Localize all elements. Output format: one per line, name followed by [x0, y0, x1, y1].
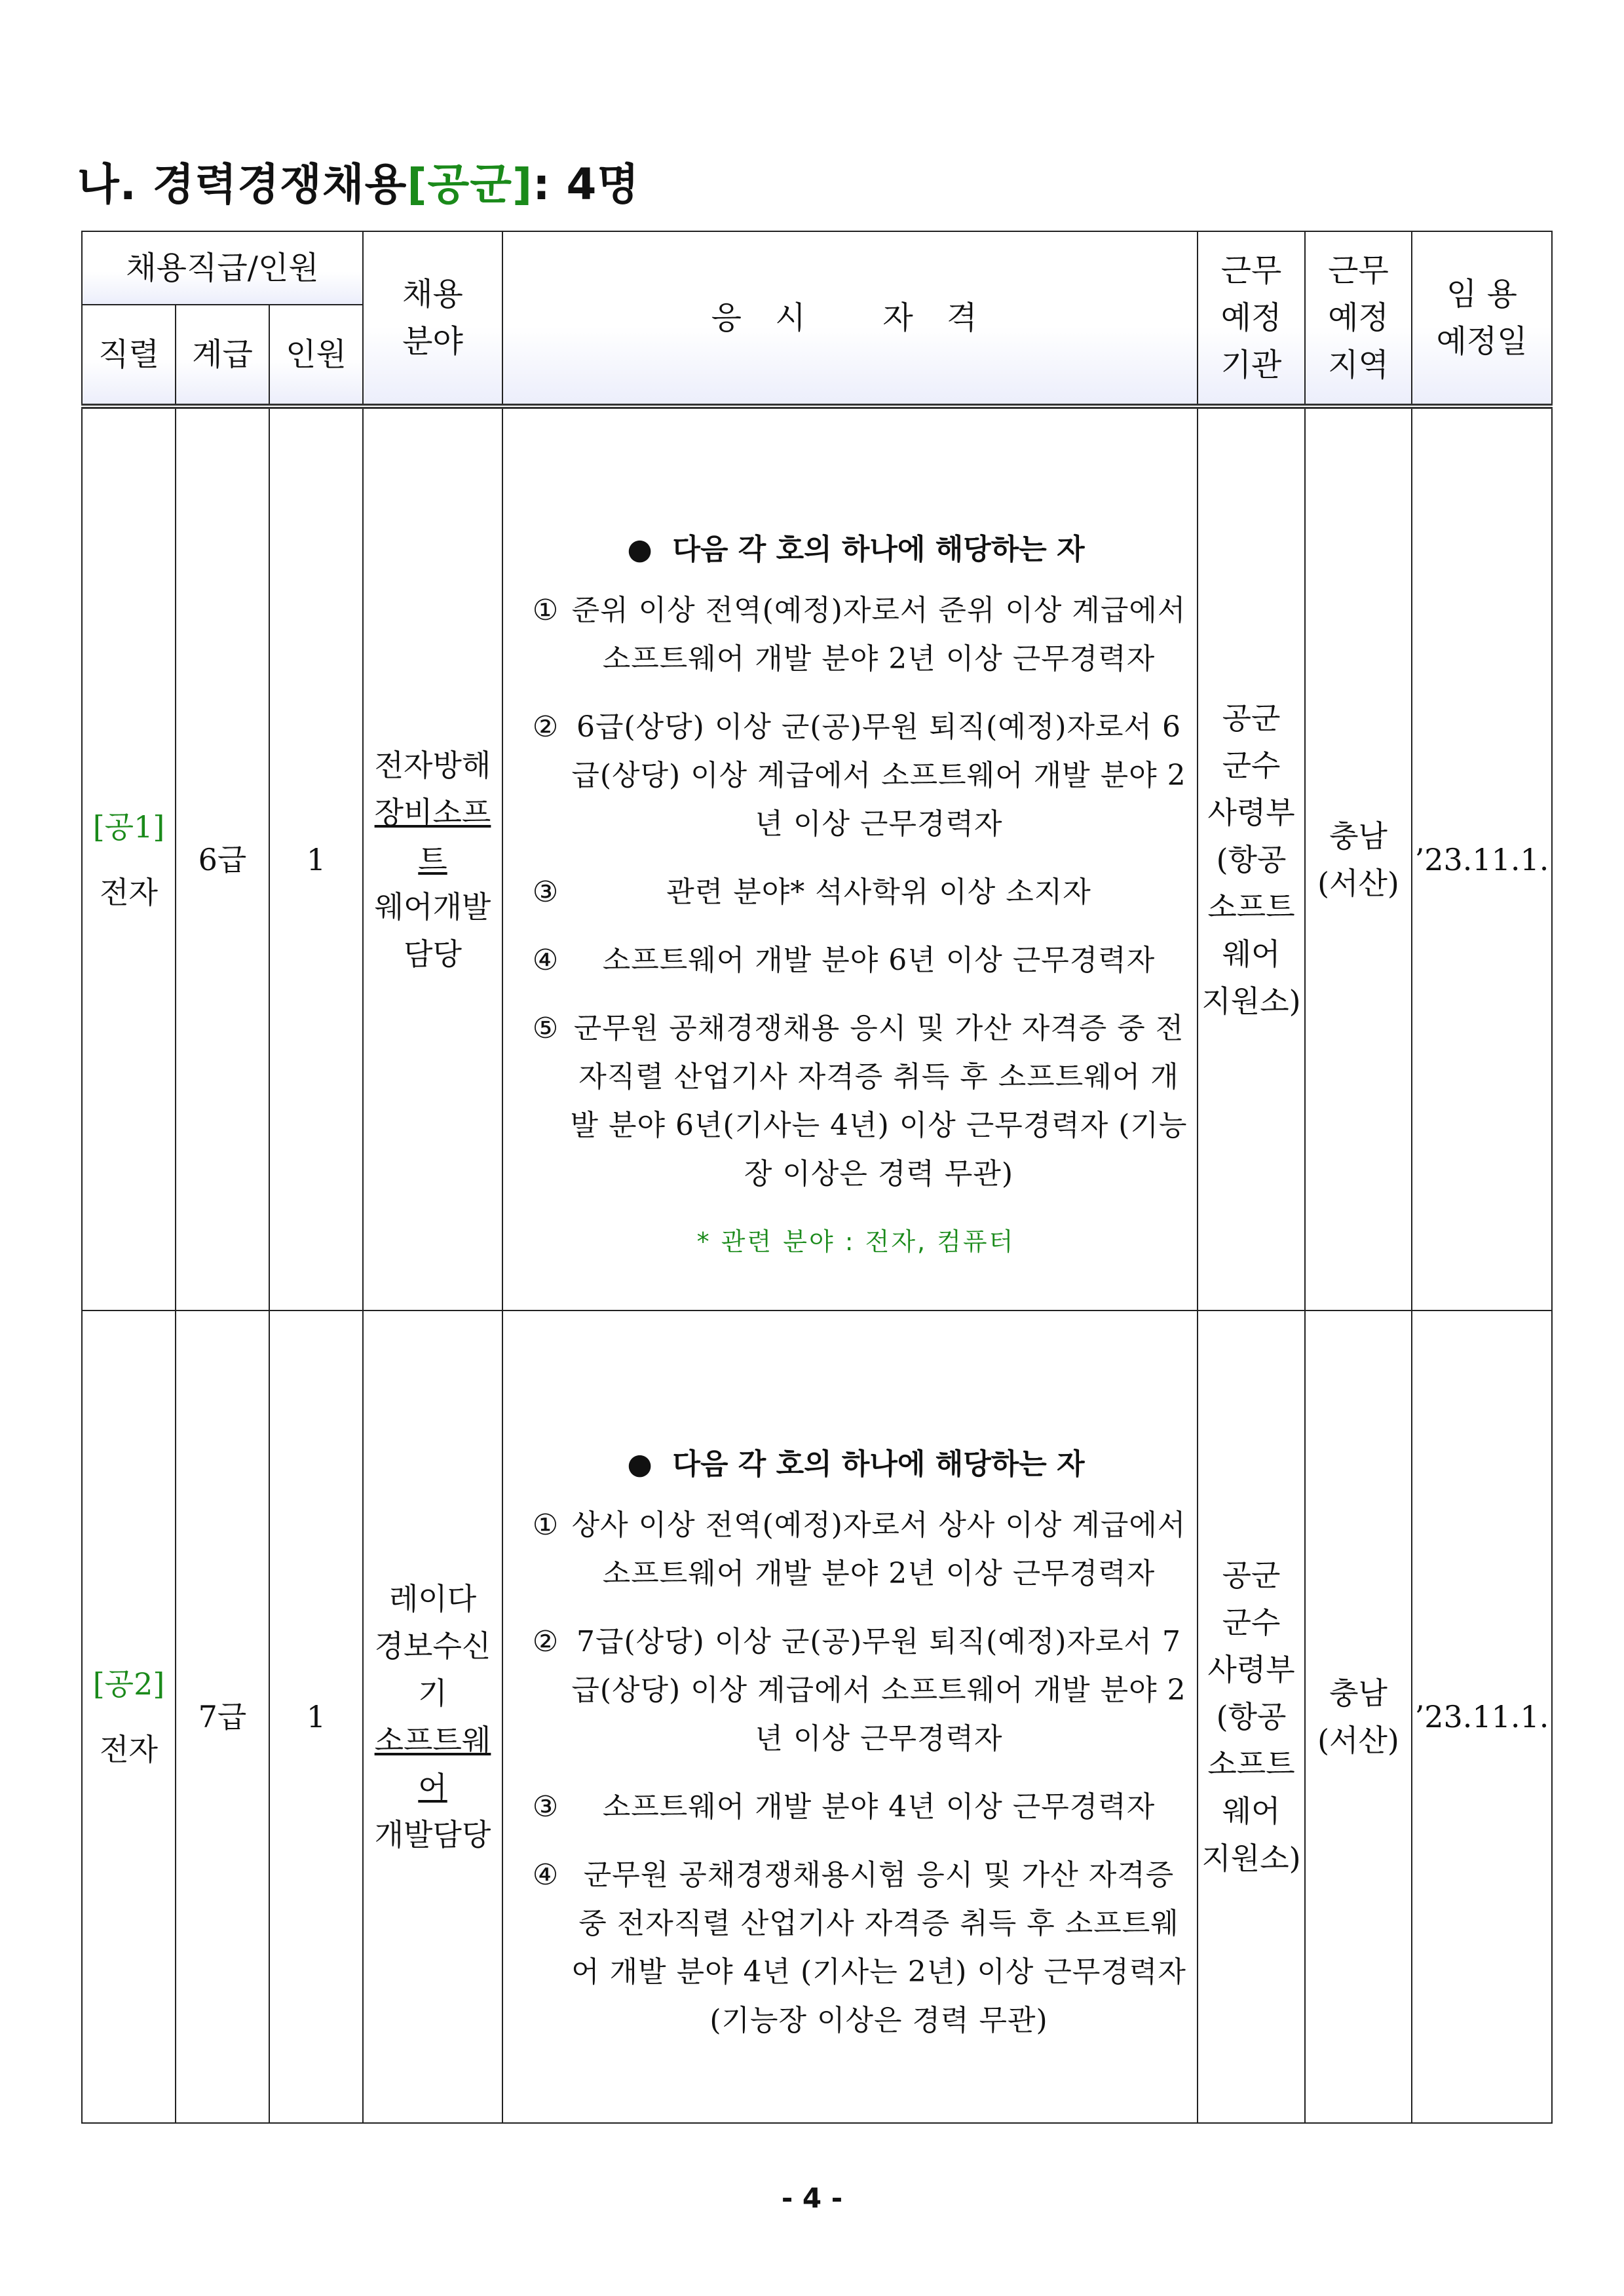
position-code: [공2] [92, 1666, 165, 1702]
field-cell [363, 1311, 502, 2123]
qualification-cell [502, 406, 1198, 1311]
header-count: 인원 [269, 305, 363, 406]
item-number: ④ [532, 1858, 559, 1892]
org-line: 군수 [1222, 747, 1281, 783]
position-cell [82, 1311, 176, 2123]
list-item [523, 1783, 1189, 1831]
grade-cell: 7급 [176, 1311, 269, 2123]
header-qualification [502, 231, 1198, 406]
field-line: 담당 [404, 936, 462, 972]
qualification-title-text: 다음 각 호의 하나에 해당하는 자 [672, 1447, 1085, 1481]
region-line: (서산) [1317, 1723, 1399, 1758]
org-line: 군수 [1222, 1605, 1281, 1640]
header-position-group: 채용직급/인원 [82, 231, 363, 305]
item-text: 소프트웨어 개발 분야 4년 이상 근무경력자 [602, 1790, 1156, 1824]
item-number: ① [532, 593, 559, 627]
qualification-title: ● 다음 각 호의 하나에 해당하는 자 [627, 532, 1085, 566]
item-number: ① [532, 1508, 559, 1542]
item-text: 군무원 공채경쟁채용시험 응시 및 가산 자격증 중 전자직렬 산업기사 자격증 취득 후 소프트웨어 개발 분야 4년 (기사는 2년) 이상 근무경력자 (기능장 이상은 경력 무관) [571, 1858, 1186, 2037]
recruitment-table [81, 231, 1553, 2124]
org-line: 소프트 [1207, 889, 1295, 925]
item-text: 6급(상당) 이상 군(공)무원 퇴직(예정)자로서 6급(상당) 이상 계급에서 소프트웨어 개발 분야 2년 이상 근무경력자 [571, 710, 1186, 841]
field-line: 전자방해 [374, 747, 491, 783]
grade-cell: 6급 [176, 406, 269, 1311]
position-series: 전자 [100, 1732, 158, 1767]
item-text: 소프트웨어 개발 분야 6년 이상 근무경력자 [602, 943, 1156, 977]
header-qualification-text: 응 시 자 격 [711, 299, 989, 336]
org-line: (항공 [1216, 841, 1287, 877]
item-text: 군무원 공채경쟁채용 응시 및 가산 자격증 중 전자직렬 산업기사 자격증 취득 후 소프트웨어 개발 분야 6년(기사는 4년) 이상 근무경력자 (기능장 이상은 경력 무관) [570, 1011, 1188, 1191]
item-text: 준위 이상 전역(예정)자로서 준위 이상 계급에서 소프트웨어 개발 분야 2년 이상 근무경력자 [571, 593, 1186, 676]
field-line: 웨어개발 [374, 889, 491, 925]
org-line: 웨어 [1222, 936, 1281, 972]
org-line: 사령부 [1207, 1652, 1295, 1687]
count-cell: 1 [269, 406, 363, 1311]
heading-prefix: 나. 경력경쟁채용 [77, 159, 407, 210]
heading-highlight: [공군] [407, 159, 533, 210]
field-line: 개발담당 [374, 1817, 491, 1852]
section-heading [77, 149, 639, 212]
header-field [363, 231, 502, 406]
header-org-text: 근무 예정 기관 [1220, 252, 1282, 383]
item-number: ③ [532, 1790, 559, 1824]
heading-suffix: : 4명 [533, 159, 640, 210]
org-line: 공군 [1222, 1558, 1281, 1593]
field-line: 소프트웨어 [374, 1723, 491, 1805]
table-row [82, 1311, 1552, 2123]
item-number: ④ [532, 943, 559, 977]
header-date-text: 임 용 예정일 [1436, 276, 1528, 360]
qualification-cell [502, 1311, 1198, 2123]
item-number: ② [532, 710, 559, 744]
region-line: 충남 [1329, 1675, 1388, 1711]
list-item [523, 1501, 1189, 1598]
position-code: [공1] [92, 809, 165, 845]
org-line: 사령부 [1207, 794, 1295, 830]
field-line: 장비소프트 [374, 794, 491, 877]
table-row [82, 406, 1552, 1311]
header-date [1412, 231, 1552, 406]
org-line: 지원소) [1201, 983, 1301, 1019]
item-number: ⑤ [532, 1011, 559, 1045]
item-number: ② [532, 1625, 559, 1658]
field-line: 경보수신기 [374, 1628, 491, 1711]
list-item [523, 703, 1189, 849]
org-line: (항공 [1216, 1699, 1287, 1734]
field-cell [363, 406, 502, 1311]
count-cell: 1 [269, 1311, 363, 2123]
position-series: 전자 [100, 874, 158, 910]
org-line: 소프트 [1207, 1746, 1295, 1782]
region-cell [1305, 406, 1412, 1311]
list-item [523, 1618, 1189, 1763]
field-note: * 관련 분야 : 전자, 컴퓨터 [696, 1227, 1015, 1256]
item-text: 상사 이상 전역(예정)자로서 상사 이상 계급에서 소프트웨어 개발 분야 2년 이상 근무경력자 [571, 1508, 1186, 1590]
list-item [523, 586, 1189, 683]
region-line: 충남 [1329, 818, 1388, 854]
list-item [523, 1004, 1189, 1198]
item-text: 관련 분야* 석사학위 이상 소지자 [666, 875, 1091, 909]
org-cell [1198, 1311, 1305, 2123]
page-number: - 4 - [781, 2182, 843, 2214]
list-item [523, 1851, 1189, 2045]
org-line: 지원소) [1201, 1841, 1301, 1876]
item-text: 7급(상당) 이상 군(공)무원 퇴직(예정)자로서 7급(상당) 이상 계급에서 소프트웨어 개발 분야 2년 이상 근무경력자 [571, 1625, 1186, 1755]
header-org [1198, 231, 1305, 406]
org-line: 공군 [1222, 700, 1281, 736]
region-line: (서산) [1317, 865, 1399, 901]
header-series: 직렬 [82, 305, 176, 406]
qualification-title: ● 다음 각 호의 하나에 해당하는 자 [627, 1447, 1085, 1481]
date-cell: ’23.11.1. [1412, 1311, 1552, 2123]
item-number: ③ [532, 875, 559, 909]
qualification-title-text: 다음 각 호의 하나에 해당하는 자 [672, 532, 1085, 566]
region-cell [1305, 1311, 1412, 2123]
org-cell [1198, 406, 1305, 1311]
position-cell [82, 406, 176, 1311]
header-region-text: 근무 예정 지역 [1328, 252, 1389, 383]
field-line: 레이다 [388, 1581, 477, 1617]
header-region [1305, 231, 1412, 406]
header-field-text: 채용 분야 [402, 276, 463, 360]
org-line: 웨어 [1222, 1793, 1281, 1829]
header-grade: 계급 [176, 305, 269, 406]
list-item [523, 936, 1189, 985]
date-cell: ’23.11.1. [1412, 406, 1552, 1311]
list-item [523, 868, 1189, 917]
